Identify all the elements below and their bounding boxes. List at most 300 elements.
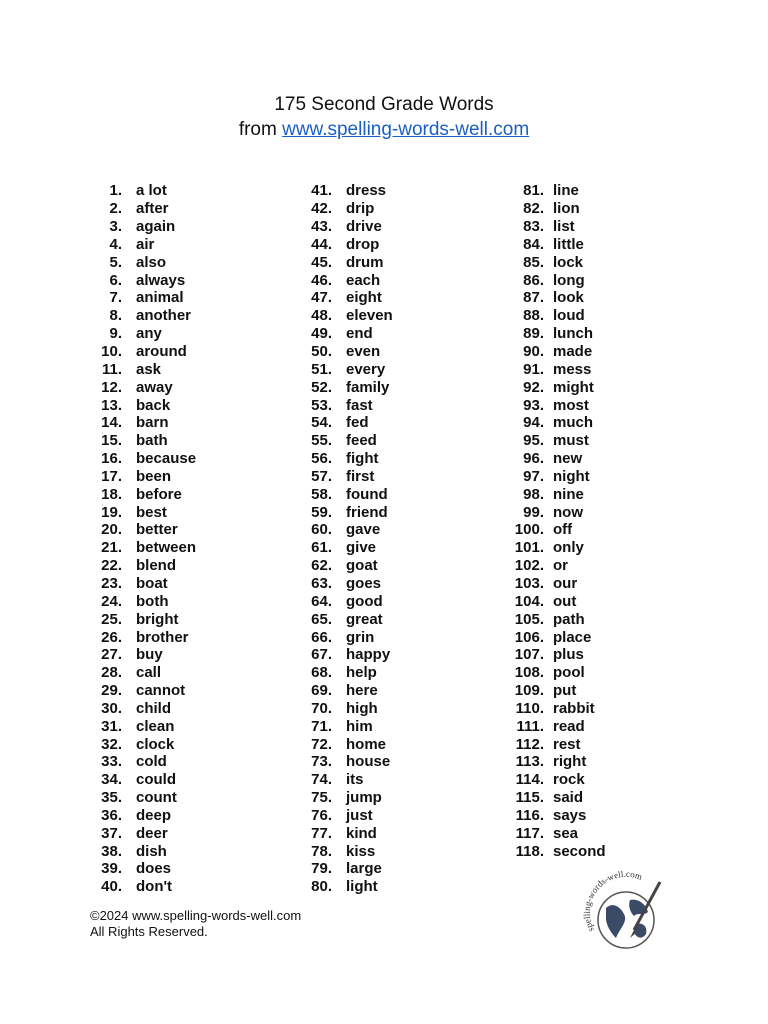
word-number: 111.	[516, 717, 544, 735]
word-text: lion	[553, 200, 580, 218]
word-number: 106.	[514, 628, 544, 646]
word-row	[306, 414, 393, 432]
word-text: family	[346, 378, 390, 396]
word-number: 54.	[311, 414, 332, 432]
word-row	[96, 485, 196, 503]
word-number: 33.	[101, 753, 122, 771]
rights-text: All Rights Reserved.	[90, 924, 208, 939]
word-row	[306, 271, 393, 289]
word-text: lunch	[553, 325, 593, 343]
word-number: 114.	[515, 771, 544, 789]
word-row	[306, 396, 393, 414]
word-text: our	[553, 574, 578, 592]
word-text: kiss	[346, 842, 376, 860]
word-row	[514, 485, 606, 503]
word-number: 58.	[311, 485, 332, 503]
word-text: clean	[136, 717, 175, 735]
word-number: 40.	[101, 878, 122, 896]
word-text: before	[136, 485, 182, 503]
word-text: help	[346, 664, 377, 682]
word-number: 36.	[101, 806, 122, 824]
word-number: 42.	[311, 200, 332, 218]
word-row	[306, 432, 393, 450]
word-row	[96, 450, 196, 468]
word-row	[96, 842, 196, 860]
word-text: pool	[553, 664, 585, 682]
word-text: kind	[346, 824, 377, 842]
word-row	[514, 771, 606, 789]
word-text: animal	[136, 289, 184, 307]
word-row	[96, 628, 196, 646]
source-link[interactable]: www.spelling-words-well.com	[282, 119, 530, 140]
word-number: 100.	[514, 521, 544, 539]
word-row	[96, 236, 196, 254]
word-number: 117.	[515, 824, 544, 842]
word-text: clock	[136, 735, 175, 753]
word-text: plus	[553, 646, 584, 664]
word-number: 59.	[311, 503, 332, 521]
word-row	[514, 610, 606, 628]
word-number: 107.	[514, 646, 544, 664]
word-number: 116.	[515, 806, 544, 824]
word-row	[306, 539, 393, 557]
word-row	[306, 789, 393, 807]
word-number: 88.	[523, 307, 544, 325]
word-text: any	[136, 325, 162, 343]
word-text: fast	[346, 396, 373, 414]
word-row	[306, 218, 393, 236]
word-text: drip	[346, 200, 375, 218]
word-text: house	[346, 753, 391, 771]
word-text: read	[553, 717, 585, 735]
word-row	[96, 343, 196, 361]
word-text: best	[136, 503, 167, 521]
word-text: fight	[346, 450, 379, 468]
word-text: him	[346, 717, 373, 735]
word-number: 89.	[523, 325, 544, 343]
word-text: gave	[346, 521, 381, 539]
word-number: 94.	[523, 414, 544, 432]
word-text: new	[553, 450, 583, 468]
word-row	[306, 824, 393, 842]
word-number: 98.	[523, 485, 544, 503]
word-text: path	[553, 610, 585, 628]
word-number: 29.	[101, 682, 122, 700]
word-row	[96, 664, 196, 682]
word-text: both	[136, 592, 169, 610]
word-number: 97.	[523, 467, 544, 485]
word-row	[96, 218, 196, 236]
word-column-3	[514, 182, 606, 860]
word-number: 67.	[311, 646, 332, 664]
word-row	[306, 771, 393, 789]
word-number: 19.	[101, 503, 122, 521]
word-row	[306, 253, 393, 271]
word-text: around	[136, 343, 187, 361]
word-number: 81.	[523, 182, 544, 200]
word-text: must	[553, 432, 589, 450]
word-text: feed	[346, 432, 377, 450]
word-number: 51.	[311, 360, 332, 378]
word-text: friend	[346, 503, 388, 521]
word-number: 44.	[311, 235, 332, 253]
word-text: eleven	[346, 307, 393, 325]
word-text: ask	[136, 360, 162, 378]
word-row	[96, 735, 196, 753]
word-number: 86.	[523, 271, 544, 289]
word-row	[96, 396, 196, 414]
word-number: 91.	[523, 360, 544, 378]
word-number: 25.	[101, 610, 122, 628]
word-number: 23.	[101, 574, 122, 592]
word-number: 38.	[101, 842, 122, 860]
word-text: between	[136, 539, 197, 557]
word-row	[514, 789, 606, 807]
word-row	[514, 575, 606, 593]
word-number: 95.	[523, 432, 544, 450]
word-number: 93.	[523, 396, 544, 414]
word-text: off	[553, 521, 573, 539]
word-number: 43.	[311, 218, 332, 236]
word-number: 103.	[514, 574, 544, 592]
word-text: light	[346, 878, 378, 896]
word-row	[96, 646, 196, 664]
word-text: goes	[346, 574, 382, 592]
word-number: 115.	[515, 789, 544, 807]
word-text: dish	[136, 842, 167, 860]
word-text: loud	[553, 307, 585, 325]
word-number: 104.	[514, 592, 544, 610]
word-number: 37.	[101, 824, 122, 842]
word-text: even	[346, 343, 381, 361]
word-number: 105.	[514, 610, 544, 628]
word-row	[306, 182, 393, 200]
word-row	[306, 307, 393, 325]
word-number: 56.	[311, 450, 332, 468]
title-source	[0, 117, 768, 142]
word-number: 9.	[109, 325, 122, 343]
word-text: count	[136, 789, 177, 807]
word-row	[96, 289, 196, 307]
word-text: air	[136, 235, 155, 253]
word-text: first	[346, 467, 375, 485]
word-text: much	[553, 414, 594, 432]
word-text: might	[553, 378, 594, 396]
word-text: drive	[346, 218, 382, 236]
word-number: 12.	[101, 378, 122, 396]
word-text: night	[553, 467, 590, 485]
word-row	[514, 592, 606, 610]
word-text: don't	[136, 878, 173, 896]
word-number: 118.	[515, 842, 544, 860]
word-row	[306, 860, 393, 878]
word-number: 80.	[311, 878, 332, 896]
word-text: drop	[346, 235, 380, 253]
word-number: 65.	[311, 610, 332, 628]
page-title	[0, 92, 768, 142]
word-text: or	[553, 557, 568, 575]
word-row	[514, 182, 606, 200]
word-text: most	[553, 396, 589, 414]
word-number: 34.	[101, 771, 122, 789]
globe-logo-icon	[576, 868, 676, 958]
word-number: 28.	[101, 664, 122, 682]
title-heading: 175 Second Grade Words	[274, 94, 494, 115]
word-row	[514, 236, 606, 254]
word-text: buy	[136, 646, 163, 664]
word-column-1	[96, 182, 196, 896]
word-number: 18.	[101, 485, 122, 503]
word-text: list	[553, 218, 575, 236]
copyright-text: ©2024 www.spelling-words-well.com	[90, 908, 302, 923]
word-text: better	[136, 521, 178, 539]
word-row	[306, 343, 393, 361]
word-text: lock	[553, 253, 584, 271]
word-row	[96, 521, 196, 539]
word-row	[514, 539, 606, 557]
word-text: boat	[136, 574, 168, 592]
word-text: says	[553, 806, 587, 824]
word-row	[514, 468, 606, 486]
word-text: deer	[136, 824, 168, 842]
word-number: 15.	[101, 432, 122, 450]
word-row	[306, 360, 393, 378]
word-text: every	[346, 360, 386, 378]
word-number: 64.	[311, 592, 332, 610]
word-row	[306, 646, 393, 664]
footer	[90, 908, 301, 940]
word-row	[306, 557, 393, 575]
word-number: 63.	[311, 574, 332, 592]
word-number: 5.	[109, 253, 122, 271]
word-row	[514, 271, 606, 289]
word-row	[96, 325, 196, 343]
word-number: 102.	[514, 557, 544, 575]
word-text: does	[136, 860, 172, 878]
word-row	[514, 628, 606, 646]
word-number: 77.	[311, 824, 332, 842]
word-row	[306, 717, 393, 735]
word-number: 3.	[109, 218, 122, 236]
word-row	[514, 824, 606, 842]
word-number: 52.	[311, 378, 332, 396]
word-text: just	[346, 806, 373, 824]
word-row	[514, 557, 606, 575]
word-row	[96, 717, 196, 735]
word-row	[514, 218, 606, 236]
word-number: 74.	[311, 771, 332, 789]
word-text: little	[553, 235, 584, 253]
word-row	[96, 200, 196, 218]
word-text: away	[136, 378, 173, 396]
word-text: now	[553, 503, 583, 521]
word-row	[96, 414, 196, 432]
word-number: 62.	[311, 557, 332, 575]
word-text: good	[346, 592, 383, 610]
word-row	[514, 414, 606, 432]
word-number: 57.	[311, 467, 332, 485]
word-number: 14.	[101, 414, 122, 432]
word-number: 53.	[311, 396, 332, 414]
word-row	[514, 664, 606, 682]
word-number: 84.	[523, 235, 544, 253]
word-column-2	[306, 182, 393, 896]
word-row	[306, 592, 393, 610]
word-text: line	[553, 182, 579, 200]
word-text: dress	[346, 182, 387, 200]
word-number: 70.	[311, 699, 332, 717]
word-text: back	[136, 396, 171, 414]
word-row	[306, 699, 393, 717]
word-text: nine	[553, 485, 584, 503]
word-row	[96, 557, 196, 575]
word-row	[514, 503, 606, 521]
word-row	[514, 289, 606, 307]
word-row	[306, 200, 393, 218]
word-number: 24.	[101, 592, 122, 610]
word-row	[306, 485, 393, 503]
word-text: eight	[346, 289, 382, 307]
word-row	[514, 343, 606, 361]
word-row	[514, 325, 606, 343]
word-text: cold	[136, 753, 167, 771]
word-text: barn	[136, 414, 169, 432]
word-text: give	[346, 539, 377, 557]
word-text: blend	[136, 557, 176, 575]
word-number: 66.	[311, 628, 332, 646]
word-number: 45.	[311, 253, 332, 271]
word-row	[514, 753, 606, 771]
word-row	[96, 253, 196, 271]
word-text: long	[553, 271, 585, 289]
word-text: jump	[346, 789, 382, 807]
word-row	[306, 378, 393, 396]
word-number: 112.	[515, 735, 544, 753]
word-number: 21.	[101, 539, 122, 557]
word-number: 87.	[523, 289, 544, 307]
word-number: 82.	[523, 200, 544, 218]
word-row	[514, 360, 606, 378]
logo-text: spelling-words-well.com	[581, 868, 644, 934]
word-row	[306, 289, 393, 307]
word-row	[96, 182, 196, 200]
word-text: rabbit	[553, 699, 595, 717]
word-text: second	[553, 842, 606, 860]
word-text: cannot	[136, 682, 186, 700]
word-number: 75.	[311, 789, 332, 807]
word-number: 31.	[101, 717, 122, 735]
word-row	[96, 771, 196, 789]
word-row	[514, 842, 606, 860]
word-text: each	[346, 271, 381, 289]
word-text: sea	[553, 824, 579, 842]
word-text: fed	[346, 414, 369, 432]
word-number: 10.	[101, 343, 122, 361]
word-row	[96, 360, 196, 378]
word-number: 50.	[311, 343, 332, 361]
word-text: another	[136, 307, 192, 325]
word-text: high	[346, 699, 378, 717]
word-number: 30.	[101, 699, 122, 717]
word-row	[306, 807, 393, 825]
word-number: 83.	[523, 218, 544, 236]
word-row	[306, 610, 393, 628]
word-number: 68.	[311, 664, 332, 682]
word-row	[514, 450, 606, 468]
word-row	[514, 200, 606, 218]
word-row	[96, 878, 196, 896]
word-row	[96, 860, 196, 878]
word-number: 8.	[109, 307, 122, 325]
word-number: 92.	[523, 378, 544, 396]
word-row	[96, 699, 196, 717]
word-row	[306, 628, 393, 646]
title-from-text: from	[238, 119, 283, 140]
word-text: a lot	[136, 182, 167, 200]
word-row	[306, 753, 393, 771]
word-number: 32.	[101, 735, 122, 753]
word-number: 78.	[311, 842, 332, 860]
word-number: 113.	[515, 753, 544, 771]
word-row	[306, 878, 393, 896]
word-number: 47.	[311, 289, 332, 307]
word-number: 27.	[101, 646, 122, 664]
word-number: 101.	[514, 539, 544, 557]
word-row	[96, 307, 196, 325]
word-text: been	[136, 467, 172, 485]
word-row	[96, 610, 196, 628]
word-text: found	[346, 485, 388, 503]
word-text: put	[553, 682, 577, 700]
word-row	[96, 592, 196, 610]
word-text: right	[553, 753, 587, 771]
word-number: 71.	[311, 717, 332, 735]
word-number: 61.	[311, 539, 332, 557]
word-text: out	[553, 592, 577, 610]
word-number: 69.	[311, 682, 332, 700]
word-text: bright	[136, 610, 179, 628]
word-row	[306, 842, 393, 860]
word-row	[514, 807, 606, 825]
word-row	[96, 539, 196, 557]
word-number: 17.	[101, 467, 122, 485]
word-text: brother	[136, 628, 189, 646]
word-text: child	[136, 699, 172, 717]
word-row	[514, 378, 606, 396]
word-row	[306, 503, 393, 521]
word-text: large	[346, 860, 382, 878]
word-text: here	[346, 682, 378, 700]
word-text: could	[136, 771, 176, 789]
word-row	[306, 325, 393, 343]
word-row	[514, 735, 606, 753]
word-row	[306, 521, 393, 539]
word-number: 2.	[109, 200, 122, 218]
word-text: goat	[346, 557, 378, 575]
word-row	[96, 575, 196, 593]
word-text: call	[136, 664, 162, 682]
word-number: 16.	[101, 450, 122, 468]
word-text: happy	[346, 646, 391, 664]
word-row	[96, 807, 196, 825]
word-text: place	[553, 628, 592, 646]
word-number: 4.	[109, 235, 122, 253]
word-text: grin	[346, 628, 375, 646]
word-text: rest	[553, 735, 581, 753]
word-number: 39.	[101, 860, 122, 878]
word-number: 85.	[523, 253, 544, 271]
word-number: 55.	[311, 432, 332, 450]
